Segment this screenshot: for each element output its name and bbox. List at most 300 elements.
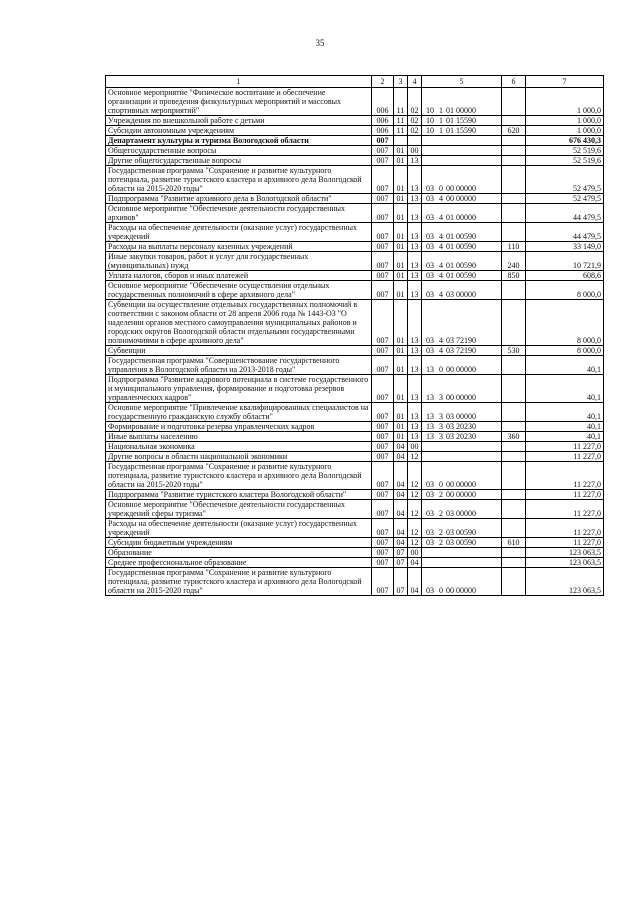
direction-code: 00 00000 bbox=[446, 490, 476, 499]
amount-cell: 11 227,0 bbox=[526, 500, 604, 519]
expense-type-cell: 360 bbox=[502, 432, 526, 442]
section-cell bbox=[394, 136, 408, 146]
target-article-cell bbox=[422, 403, 502, 422]
subsection-cell bbox=[408, 136, 422, 146]
expense-type-cell bbox=[502, 519, 526, 538]
header-cell: 6 bbox=[502, 76, 526, 88]
expense-type-cell bbox=[502, 462, 526, 490]
subprogram-code: 0 bbox=[439, 586, 443, 595]
expense-type-cell: 620 bbox=[502, 126, 526, 136]
expense-type-cell bbox=[502, 403, 526, 422]
target-article-cell bbox=[422, 116, 502, 126]
subsection-cell: 13 bbox=[408, 422, 422, 432]
amount-cell: 11 227,0 bbox=[526, 490, 604, 500]
table-row bbox=[106, 116, 604, 126]
expense-type-cell bbox=[502, 194, 526, 204]
target-article-cell bbox=[422, 156, 502, 166]
grbs-cell: 007 bbox=[372, 442, 394, 452]
amount-cell: 11 227,0 bbox=[526, 452, 604, 462]
section-cell: 01 bbox=[394, 204, 408, 223]
program-code: 03 bbox=[426, 290, 434, 299]
subprogram-code: 4 bbox=[439, 336, 443, 345]
amount-cell: 123 063,5 bbox=[526, 568, 604, 596]
table-row bbox=[106, 375, 604, 403]
target-article-cell bbox=[422, 452, 502, 462]
grbs-cell: 007 bbox=[372, 462, 394, 490]
program-code: 03 bbox=[426, 480, 434, 489]
row-name-cell: Основное мероприятие "Привлечение квалифицированных специалистов на государственную гражданскую службу области" bbox=[106, 403, 372, 422]
row-name-cell: Основное мероприятие "Физическое воспитание и обеспечение организации и проведения физкультурных мероприятий и массовых спортивных мероприятий" bbox=[106, 88, 372, 116]
subprogram-code: 3 bbox=[439, 412, 443, 421]
amount-cell: 608,6 bbox=[526, 271, 604, 281]
target-article-cell bbox=[422, 88, 502, 116]
grbs-cell: 007 bbox=[372, 452, 394, 462]
program-code: 03 bbox=[426, 586, 434, 595]
direction-code: 01 15590 bbox=[446, 126, 476, 135]
grbs-cell: 007 bbox=[372, 223, 394, 242]
row-name-cell: Расходы на обеспечение деятельности (оказание услуг) государственных учреждений bbox=[106, 223, 372, 242]
row-name-cell: Субсидии автономным учреждениям bbox=[106, 126, 372, 136]
table-row bbox=[106, 356, 604, 375]
table-row bbox=[106, 548, 604, 558]
row-name-cell: Подпрограмма "Развитие архивного дела в Вологодской области" bbox=[106, 194, 372, 204]
program-code: 03 bbox=[426, 261, 434, 270]
direction-code: 01 00590 bbox=[446, 232, 476, 241]
row-name-cell: Основное мероприятие "Обеспечение деятельности государственных архивов" bbox=[106, 204, 372, 223]
subprogram-code: 4 bbox=[439, 213, 443, 222]
section-cell: 04 bbox=[394, 500, 408, 519]
table-row bbox=[106, 452, 604, 462]
table-row bbox=[106, 422, 604, 432]
amount-cell: 8 000,0 bbox=[526, 300, 604, 346]
subsection-cell: 13 bbox=[408, 204, 422, 223]
subprogram-code: 4 bbox=[439, 271, 443, 280]
header-cell: 2 bbox=[372, 76, 394, 88]
subprogram-code: 1 bbox=[439, 116, 443, 125]
subprogram-code: 4 bbox=[439, 261, 443, 270]
subprogram-code: 0 bbox=[439, 184, 443, 193]
program-code: 03 bbox=[426, 194, 434, 203]
direction-code: 00 00000 bbox=[446, 393, 476, 402]
subprogram-code: 4 bbox=[439, 194, 443, 203]
program-code: 13 bbox=[426, 365, 434, 374]
table-row bbox=[106, 538, 604, 548]
table-body bbox=[106, 88, 604, 596]
direction-code: 01 00590 bbox=[446, 242, 476, 251]
section-cell: 01 bbox=[394, 252, 408, 271]
subsection-cell: 13 bbox=[408, 242, 422, 252]
target-article-cell bbox=[422, 422, 502, 432]
row-name-cell: Основное мероприятие "Обеспечение осуществления отдельных государственных полномочий в сфере архивного дела" bbox=[106, 281, 372, 300]
section-cell: 11 bbox=[394, 88, 408, 116]
row-name-cell: Среднее профессиональное образование bbox=[106, 558, 372, 568]
table-header-row bbox=[106, 76, 604, 88]
subprogram-code: 2 bbox=[439, 528, 443, 537]
expense-type-cell: 850 bbox=[502, 271, 526, 281]
grbs-cell: 007 bbox=[372, 432, 394, 442]
grbs-cell: 007 bbox=[372, 490, 394, 500]
amount-cell: 676 430,3 bbox=[526, 136, 604, 146]
grbs-cell: 007 bbox=[372, 403, 394, 422]
table-row bbox=[106, 300, 604, 346]
target-article-cell bbox=[422, 223, 502, 242]
amount-cell: 40,1 bbox=[526, 375, 604, 403]
row-name-cell: Государственная программа "Сохранение и развитие культурного потенциала, развитие туристского кластера и архивного дела Вологодской области на 2015-2020 годы" bbox=[106, 166, 372, 194]
subsection-cell: 13 bbox=[408, 281, 422, 300]
table-row bbox=[106, 146, 604, 156]
target-article-cell bbox=[422, 346, 502, 356]
direction-code: 01 00590 bbox=[446, 261, 476, 270]
section-cell: 01 bbox=[394, 281, 408, 300]
direction-code: 01 15590 bbox=[446, 116, 476, 125]
section-cell: 04 bbox=[394, 519, 408, 538]
program-code: 10 bbox=[426, 106, 434, 115]
amount-cell: 10 721,9 bbox=[526, 252, 604, 271]
section-cell: 01 bbox=[394, 346, 408, 356]
direction-code: 00 00000 bbox=[446, 480, 476, 489]
grbs-cell: 007 bbox=[372, 136, 394, 146]
row-name-cell: Департамент культуры и туризма Вологодской области bbox=[106, 136, 372, 146]
target-article-cell bbox=[422, 146, 502, 156]
section-cell: 11 bbox=[394, 116, 408, 126]
direction-code: 00 00000 bbox=[446, 586, 476, 595]
expense-type-cell: 610 bbox=[502, 538, 526, 548]
amount-cell: 40,1 bbox=[526, 432, 604, 442]
subsection-cell: 02 bbox=[408, 116, 422, 126]
target-article-cell bbox=[422, 166, 502, 194]
grbs-cell: 007 bbox=[372, 204, 394, 223]
table-row bbox=[106, 462, 604, 490]
expense-type-cell bbox=[502, 500, 526, 519]
direction-code: 03 72190 bbox=[446, 346, 476, 355]
row-name-cell: Расходы на выплаты персоналу казенных учреждений bbox=[106, 242, 372, 252]
row-name-cell: Другие вопросы в области национальной экономики bbox=[106, 452, 372, 462]
row-name-cell: Субсидии бюджетным учреждениям bbox=[106, 538, 372, 548]
amount-cell: 11 227,0 bbox=[526, 519, 604, 538]
direction-code: 03 20230 bbox=[446, 422, 476, 431]
subsection-cell: 13 bbox=[408, 223, 422, 242]
expense-type-cell bbox=[502, 548, 526, 558]
target-article-cell bbox=[422, 462, 502, 490]
amount-cell: 11 227,0 bbox=[526, 538, 604, 548]
target-article-cell bbox=[422, 375, 502, 403]
grbs-cell: 007 bbox=[372, 242, 394, 252]
section-cell: 01 bbox=[394, 432, 408, 442]
subsection-cell: 13 bbox=[408, 252, 422, 271]
amount-cell: 52 479,5 bbox=[526, 166, 604, 194]
direction-code: 03 72190 bbox=[446, 336, 476, 345]
row-name-cell: Уплата налогов, сборов и иных платежей bbox=[106, 271, 372, 281]
grbs-cell: 007 bbox=[372, 252, 394, 271]
table-row bbox=[106, 242, 604, 252]
subsection-cell: 12 bbox=[408, 519, 422, 538]
expense-type-cell: 110 bbox=[502, 242, 526, 252]
program-code: 13 bbox=[426, 432, 434, 441]
amount-cell: 40,1 bbox=[526, 356, 604, 375]
table-row bbox=[106, 346, 604, 356]
target-article-cell bbox=[422, 300, 502, 346]
direction-code: 01 00000 bbox=[446, 213, 476, 222]
target-article-cell bbox=[422, 568, 502, 596]
program-code: 03 bbox=[426, 232, 434, 241]
program-code: 03 bbox=[426, 242, 434, 251]
expense-type-cell bbox=[502, 166, 526, 194]
grbs-cell: 007 bbox=[372, 558, 394, 568]
subsection-cell: 04 bbox=[408, 558, 422, 568]
expense-type-cell bbox=[502, 88, 526, 116]
table-row bbox=[106, 194, 604, 204]
row-name-cell: Другие общегосударственные вопросы bbox=[106, 156, 372, 166]
section-cell: 01 bbox=[394, 166, 408, 194]
header-cell: 1 bbox=[106, 76, 372, 88]
expense-type-cell bbox=[502, 356, 526, 375]
subsection-cell: 02 bbox=[408, 126, 422, 136]
table-row bbox=[106, 271, 604, 281]
section-cell: 04 bbox=[394, 490, 408, 500]
section-cell: 01 bbox=[394, 422, 408, 432]
grbs-cell: 007 bbox=[372, 300, 394, 346]
grbs-cell: 007 bbox=[372, 281, 394, 300]
grbs-cell: 007 bbox=[372, 194, 394, 204]
subprogram-code: 4 bbox=[439, 242, 443, 251]
amount-cell: 33 149,0 bbox=[526, 242, 604, 252]
amount-cell: 1 000,0 bbox=[526, 126, 604, 136]
program-code: 10 bbox=[426, 116, 434, 125]
subprogram-code: 2 bbox=[439, 509, 443, 518]
table-row bbox=[106, 223, 604, 242]
expense-type-cell bbox=[502, 442, 526, 452]
expense-type-cell bbox=[502, 422, 526, 432]
section-cell: 01 bbox=[394, 403, 408, 422]
subprogram-code: 2 bbox=[439, 490, 443, 499]
section-cell: 04 bbox=[394, 462, 408, 490]
target-article-cell bbox=[422, 126, 502, 136]
subprogram-code: 0 bbox=[439, 365, 443, 374]
target-article-cell bbox=[422, 281, 502, 300]
row-name-cell: Государственная программа "Сохранение и развитие культурного потенциала, развитие туристского кластера и архивного дела Вологодской области на 2015-2020 годы" bbox=[106, 568, 372, 596]
subsection-cell: 12 bbox=[408, 500, 422, 519]
program-code: 03 bbox=[426, 271, 434, 280]
section-cell: 01 bbox=[394, 146, 408, 156]
target-article-cell bbox=[422, 519, 502, 538]
subsection-cell: 13 bbox=[408, 375, 422, 403]
direction-code: 03 00000 bbox=[446, 509, 476, 518]
target-article-cell bbox=[422, 194, 502, 204]
grbs-cell: 007 bbox=[372, 500, 394, 519]
header-cell: 3 bbox=[394, 76, 408, 88]
subprogram-code: 1 bbox=[439, 126, 443, 135]
subsection-cell: 00 bbox=[408, 442, 422, 452]
table-row bbox=[106, 403, 604, 422]
grbs-cell: 007 bbox=[372, 568, 394, 596]
section-cell: 04 bbox=[394, 452, 408, 462]
target-article-cell bbox=[422, 442, 502, 452]
table-row bbox=[106, 568, 604, 596]
subsection-cell: 13 bbox=[408, 271, 422, 281]
amount-cell: 52 519,6 bbox=[526, 156, 604, 166]
table-row bbox=[106, 156, 604, 166]
program-code: 03 bbox=[426, 538, 434, 547]
subprogram-code: 3 bbox=[439, 422, 443, 431]
grbs-cell: 007 bbox=[372, 166, 394, 194]
table-row bbox=[106, 126, 604, 136]
amount-cell: 123 063,5 bbox=[526, 558, 604, 568]
amount-cell: 11 227,0 bbox=[526, 462, 604, 490]
subsection-cell: 04 bbox=[408, 568, 422, 596]
amount-cell: 123 063,5 bbox=[526, 548, 604, 558]
expense-type-cell bbox=[502, 558, 526, 568]
program-code: 03 bbox=[426, 528, 434, 537]
amount-cell: 52 519,6 bbox=[526, 146, 604, 156]
program-code: 03 bbox=[426, 213, 434, 222]
expense-type-cell bbox=[502, 375, 526, 403]
row-name-cell: Субвенции bbox=[106, 346, 372, 356]
subprogram-code: 4 bbox=[439, 232, 443, 241]
table-row bbox=[106, 432, 604, 442]
grbs-cell: 007 bbox=[372, 422, 394, 432]
subsection-cell: 00 bbox=[408, 146, 422, 156]
amount-cell: 8 000,0 bbox=[526, 346, 604, 356]
subprogram-code: 4 bbox=[439, 290, 443, 299]
page-number: 35 bbox=[315, 38, 325, 48]
section-cell: 07 bbox=[394, 558, 408, 568]
amount-cell: 40,1 bbox=[526, 403, 604, 422]
table-row bbox=[106, 136, 604, 146]
subsection-cell: 13 bbox=[408, 432, 422, 442]
row-name-cell: Расходы на обеспечение деятельности (оказание услуг) государственных учреждений bbox=[106, 519, 372, 538]
header-cell: 4 bbox=[408, 76, 422, 88]
target-article-cell bbox=[422, 500, 502, 519]
amount-cell: 44 479,5 bbox=[526, 204, 604, 223]
section-cell: 04 bbox=[394, 538, 408, 548]
target-article-cell bbox=[422, 548, 502, 558]
grbs-cell: 007 bbox=[372, 375, 394, 403]
header-cell: 7 bbox=[526, 76, 604, 88]
section-cell: 01 bbox=[394, 194, 408, 204]
expense-type-cell bbox=[502, 452, 526, 462]
expense-type-cell bbox=[502, 156, 526, 166]
direction-code: 03 00590 bbox=[446, 538, 476, 547]
row-name-cell: Национальная экономика bbox=[106, 442, 372, 452]
row-name-cell: Государственная программа "Совершенствование государственного управления в Вологодской области на 2013-2018 годы" bbox=[106, 356, 372, 375]
row-name-cell: Иные выплаты населению bbox=[106, 432, 372, 442]
row-name-cell: Подпрограмма "Развитие туристского кластера Вологодской области" bbox=[106, 490, 372, 500]
amount-cell: 11 227,0 bbox=[526, 442, 604, 452]
grbs-cell: 006 bbox=[372, 88, 394, 116]
header-cell: 5 bbox=[422, 76, 502, 88]
expense-type-cell bbox=[502, 146, 526, 156]
subprogram-code: 1 bbox=[439, 106, 443, 115]
row-name-cell: Основное мероприятие "Обеспечение деятельности государственных учреждений сферы туризма" bbox=[106, 500, 372, 519]
program-code: 13 bbox=[426, 422, 434, 431]
grbs-cell: 007 bbox=[372, 346, 394, 356]
subprogram-code: 3 bbox=[439, 432, 443, 441]
section-cell: 01 bbox=[394, 300, 408, 346]
program-code: 13 bbox=[426, 393, 434, 402]
target-article-cell bbox=[422, 136, 502, 146]
expense-type-cell bbox=[502, 204, 526, 223]
subprogram-code: 4 bbox=[439, 346, 443, 355]
grbs-cell: 007 bbox=[372, 356, 394, 375]
subsection-cell: 13 bbox=[408, 156, 422, 166]
subsection-cell: 12 bbox=[408, 490, 422, 500]
target-article-cell bbox=[422, 204, 502, 223]
grbs-cell: 007 bbox=[372, 146, 394, 156]
section-cell: 01 bbox=[394, 271, 408, 281]
subprogram-code: 0 bbox=[439, 480, 443, 489]
target-article-cell bbox=[422, 432, 502, 442]
budget-table bbox=[105, 75, 604, 596]
direction-code: 03 20230 bbox=[446, 432, 476, 441]
row-name-cell: Образование bbox=[106, 548, 372, 558]
expense-type-cell: 240 bbox=[502, 252, 526, 271]
subsection-cell: 12 bbox=[408, 452, 422, 462]
section-cell: 01 bbox=[394, 356, 408, 375]
expense-type-cell bbox=[502, 281, 526, 300]
program-code: 03 bbox=[426, 336, 434, 345]
expense-type-cell bbox=[502, 300, 526, 346]
table-row bbox=[106, 281, 604, 300]
amount-cell: 1 000,0 bbox=[526, 88, 604, 116]
table-row bbox=[106, 490, 604, 500]
target-article-cell bbox=[422, 558, 502, 568]
section-cell: 01 bbox=[394, 156, 408, 166]
grbs-cell: 007 bbox=[372, 548, 394, 558]
direction-code: 00 00000 bbox=[446, 365, 476, 374]
direction-code: 03 00000 bbox=[446, 412, 476, 421]
program-code: 03 bbox=[426, 346, 434, 355]
target-article-cell bbox=[422, 242, 502, 252]
table-row bbox=[106, 204, 604, 223]
section-cell: 07 bbox=[394, 548, 408, 558]
direction-code: 00 00000 bbox=[446, 184, 476, 193]
program-code: 03 bbox=[426, 184, 434, 193]
direction-code: 00 00000 bbox=[446, 194, 476, 203]
subsection-cell: 13 bbox=[408, 194, 422, 204]
row-name-cell: Государственная программа "Сохранение и развитие культурного потенциала, развитие туристского кластера и архивного дела Вологодской области на 2015-2020 годы" bbox=[106, 462, 372, 490]
row-name-cell: Иные закупки товаров, работ и услуг для государственных (муниципальных) нужд bbox=[106, 252, 372, 271]
target-article-cell bbox=[422, 490, 502, 500]
direction-code: 01 00590 bbox=[446, 271, 476, 280]
row-name-cell: Подпрограмма "Развитие кадрового потенциала в системе государственного и муниципального управления, формирование и подготовка резервов управленческих кадров" bbox=[106, 375, 372, 403]
expense-type-cell bbox=[502, 136, 526, 146]
program-code: 13 bbox=[426, 412, 434, 421]
table-row bbox=[106, 442, 604, 452]
subsection-cell: 13 bbox=[408, 346, 422, 356]
row-name-cell: Субвенции на осуществление отдельных государственных полномочий в соответствии с законом области от 28 апреля 2006 года № 1443-ОЗ "О наделении органов местного самоуправления муниципальных районов и городских округов Вологодской области отдельными государственными полномочиями в сфере архивного дела" bbox=[106, 300, 372, 346]
amount-cell: 1 000,0 bbox=[526, 116, 604, 126]
expense-type-cell bbox=[502, 223, 526, 242]
grbs-cell: 007 bbox=[372, 538, 394, 548]
subsection-cell: 13 bbox=[408, 166, 422, 194]
amount-cell: 52 479,5 bbox=[526, 194, 604, 204]
expense-type-cell: 530 bbox=[502, 346, 526, 356]
target-article-cell bbox=[422, 252, 502, 271]
row-name-cell: Общегосударственные вопросы bbox=[106, 146, 372, 156]
subprogram-code: 3 bbox=[439, 393, 443, 402]
program-code: 03 bbox=[426, 490, 434, 499]
table-row bbox=[106, 166, 604, 194]
subsection-cell: 02 bbox=[408, 88, 422, 116]
table-row bbox=[106, 558, 604, 568]
amount-cell: 8 000,0 bbox=[526, 281, 604, 300]
direction-code: 03 00000 bbox=[446, 290, 476, 299]
subsection-cell: 00 bbox=[408, 548, 422, 558]
program-code: 10 bbox=[426, 126, 434, 135]
expense-type-cell bbox=[502, 116, 526, 126]
target-article-cell bbox=[422, 356, 502, 375]
grbs-cell: 007 bbox=[372, 156, 394, 166]
